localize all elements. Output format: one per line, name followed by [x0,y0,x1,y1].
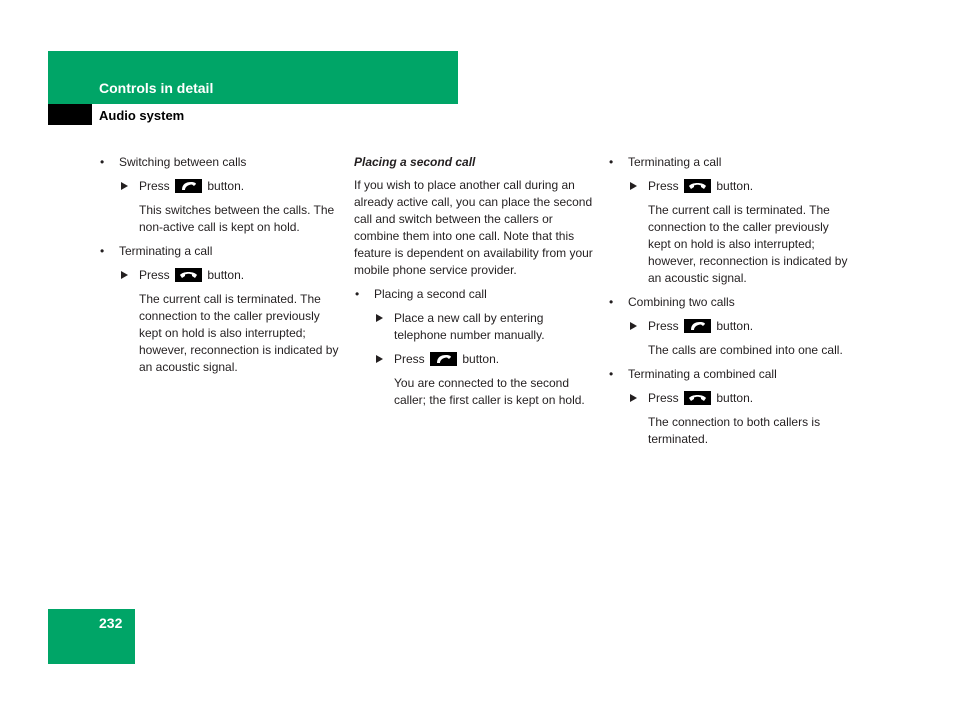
step-result: This switches between the calls. The non-active call is kept on hold. [139,203,335,234]
phone-offhook-icon [175,179,202,193]
phone-offhook-icon [430,352,457,366]
step-label-after: button. [207,268,245,282]
step-label: Press [648,179,679,193]
column-3 [608,154,848,455]
phone-offhook-icon [684,319,711,333]
step-result: The calls are combined into one call. [648,343,843,357]
phone-hangup-icon [684,179,711,193]
section-title: Controls in detail [99,80,214,96]
bullet-item: • Combining two calls [608,294,848,311]
instruction-step: Place a new call by entering telephone number manually. [354,310,594,344]
section-marker [48,104,92,125]
column-1 [99,154,339,383]
step-result: The current call is terminated. The connection to the caller previously kept on hold is also interrupted; however, reconnection is indicated by an acoustic signal. [139,292,339,374]
header-band [48,51,458,104]
step-label-after: button. [716,391,754,405]
instruction-step [608,390,848,407]
step-label: Press [139,268,170,282]
step-label: Press [648,391,679,405]
instruction-step [608,178,848,195]
intro-paragraph: If you wish to place another call during an already active call, you can place the second call and switch between the callers or combine them into one call. Note that this feature is dependent on availability from your mobile phone service provider. [354,178,593,277]
bullet-item: • Placing a second call [354,286,594,303]
page-number: 232 [99,615,123,631]
step-result: The connection to both callers is terminated. [648,415,821,446]
column-2 [354,154,594,416]
step-label-after: button. [462,352,500,366]
phone-hangup-icon [684,391,711,405]
subsection-title: Audio system [99,108,185,123]
step-label: Press [139,179,170,193]
step-label: Press [394,352,425,366]
step-label-after: button. [716,179,754,193]
step-label: Press [648,319,679,333]
phone-hangup-icon [175,268,202,282]
instruction-step [99,178,339,195]
bullet-item: • Terminating a call [608,154,848,171]
instruction-step [99,267,339,284]
step-label-after: button. [716,319,754,333]
step-label-after: button. [207,179,245,193]
instruction-step [608,318,848,335]
step-result: You are connected to the second caller; the first caller is kept on hold. [394,376,585,407]
bullet-item: • Switching between calls [99,154,339,171]
bullet-item: • Terminating a combined call [608,366,848,383]
instruction-step [354,351,594,368]
step-result: The current call is terminated. The connection to the caller previously kept on hold is also interrupted; however, reconnection is indicated by an acoustic signal. [648,203,848,285]
bullet-item: • Terminating a call [99,243,339,260]
section-heading: Placing a second call [354,155,476,169]
